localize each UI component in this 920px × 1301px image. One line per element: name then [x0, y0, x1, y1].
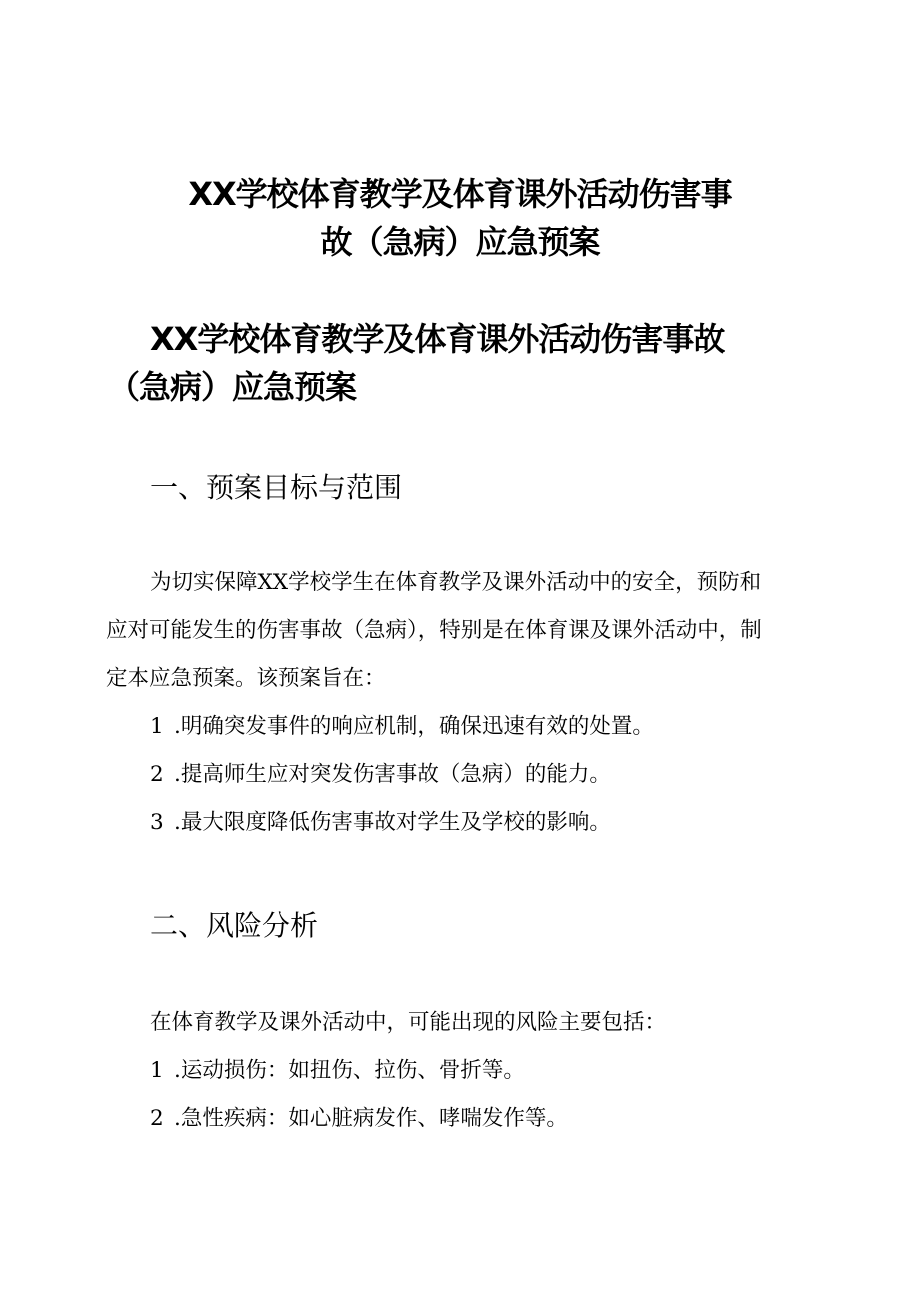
section-1-paragraph-line-1: 为切实保障XX学校学生在体育教学及课外活动中的安全，预防和	[150, 570, 762, 595]
section-2-heading: 二、风险分析	[150, 909, 319, 942]
section-1-list-item-1	[150, 712, 654, 742]
list-item-text: .运动损伤：如扭伤、拉伤、骨折等。	[174, 1058, 525, 1083]
list-item-text: .最大限度降低伤害事故对学生及学校的影响。	[174, 810, 611, 835]
section-1-heading: 一、预案目标与范围	[150, 471, 403, 504]
section-1-paragraph-line-3: 定本应急预案。该预案旨在：	[106, 666, 386, 691]
document-title-line-1: XX学校体育教学及体育课外活动伤害事故	[150, 320, 725, 358]
section-2-list-item-1	[150, 1056, 525, 1086]
cover-title-line-2: 故（急病）应急预案	[320, 223, 600, 261]
list-item-number: 2	[150, 1106, 164, 1131]
list-item-text: .急性疾病：如心脏病发作、哮喘发作等。	[174, 1106, 568, 1131]
section-1-paragraph-line-2: 应对可能发生的伤害事故（急病），特别是在体育课及课外活动中，制	[106, 618, 762, 643]
document-title-line-2: （急病）应急预案	[108, 368, 357, 406]
list-item-number: 2	[150, 762, 164, 787]
list-item-text: .提高师生应对突发伤害事故（急病）的能力。	[174, 762, 611, 787]
cover-title-line-1: XX学校体育教学及体育课外活动伤害事	[188, 175, 732, 213]
section-1-list-item-2	[150, 760, 611, 790]
list-item-number: 3	[150, 810, 164, 835]
section-2-list-item-2	[150, 1104, 568, 1134]
list-item-text: .明确突发事件的响应机制，确保迅速有效的处置。	[174, 714, 654, 739]
section-1-list-item-3	[150, 808, 611, 838]
list-item-number: 1	[150, 1058, 164, 1083]
section-2-intro: 在体育教学及课外活动中，可能出现的风险主要包括：	[150, 1010, 667, 1035]
list-item-number: 1	[150, 714, 164, 739]
